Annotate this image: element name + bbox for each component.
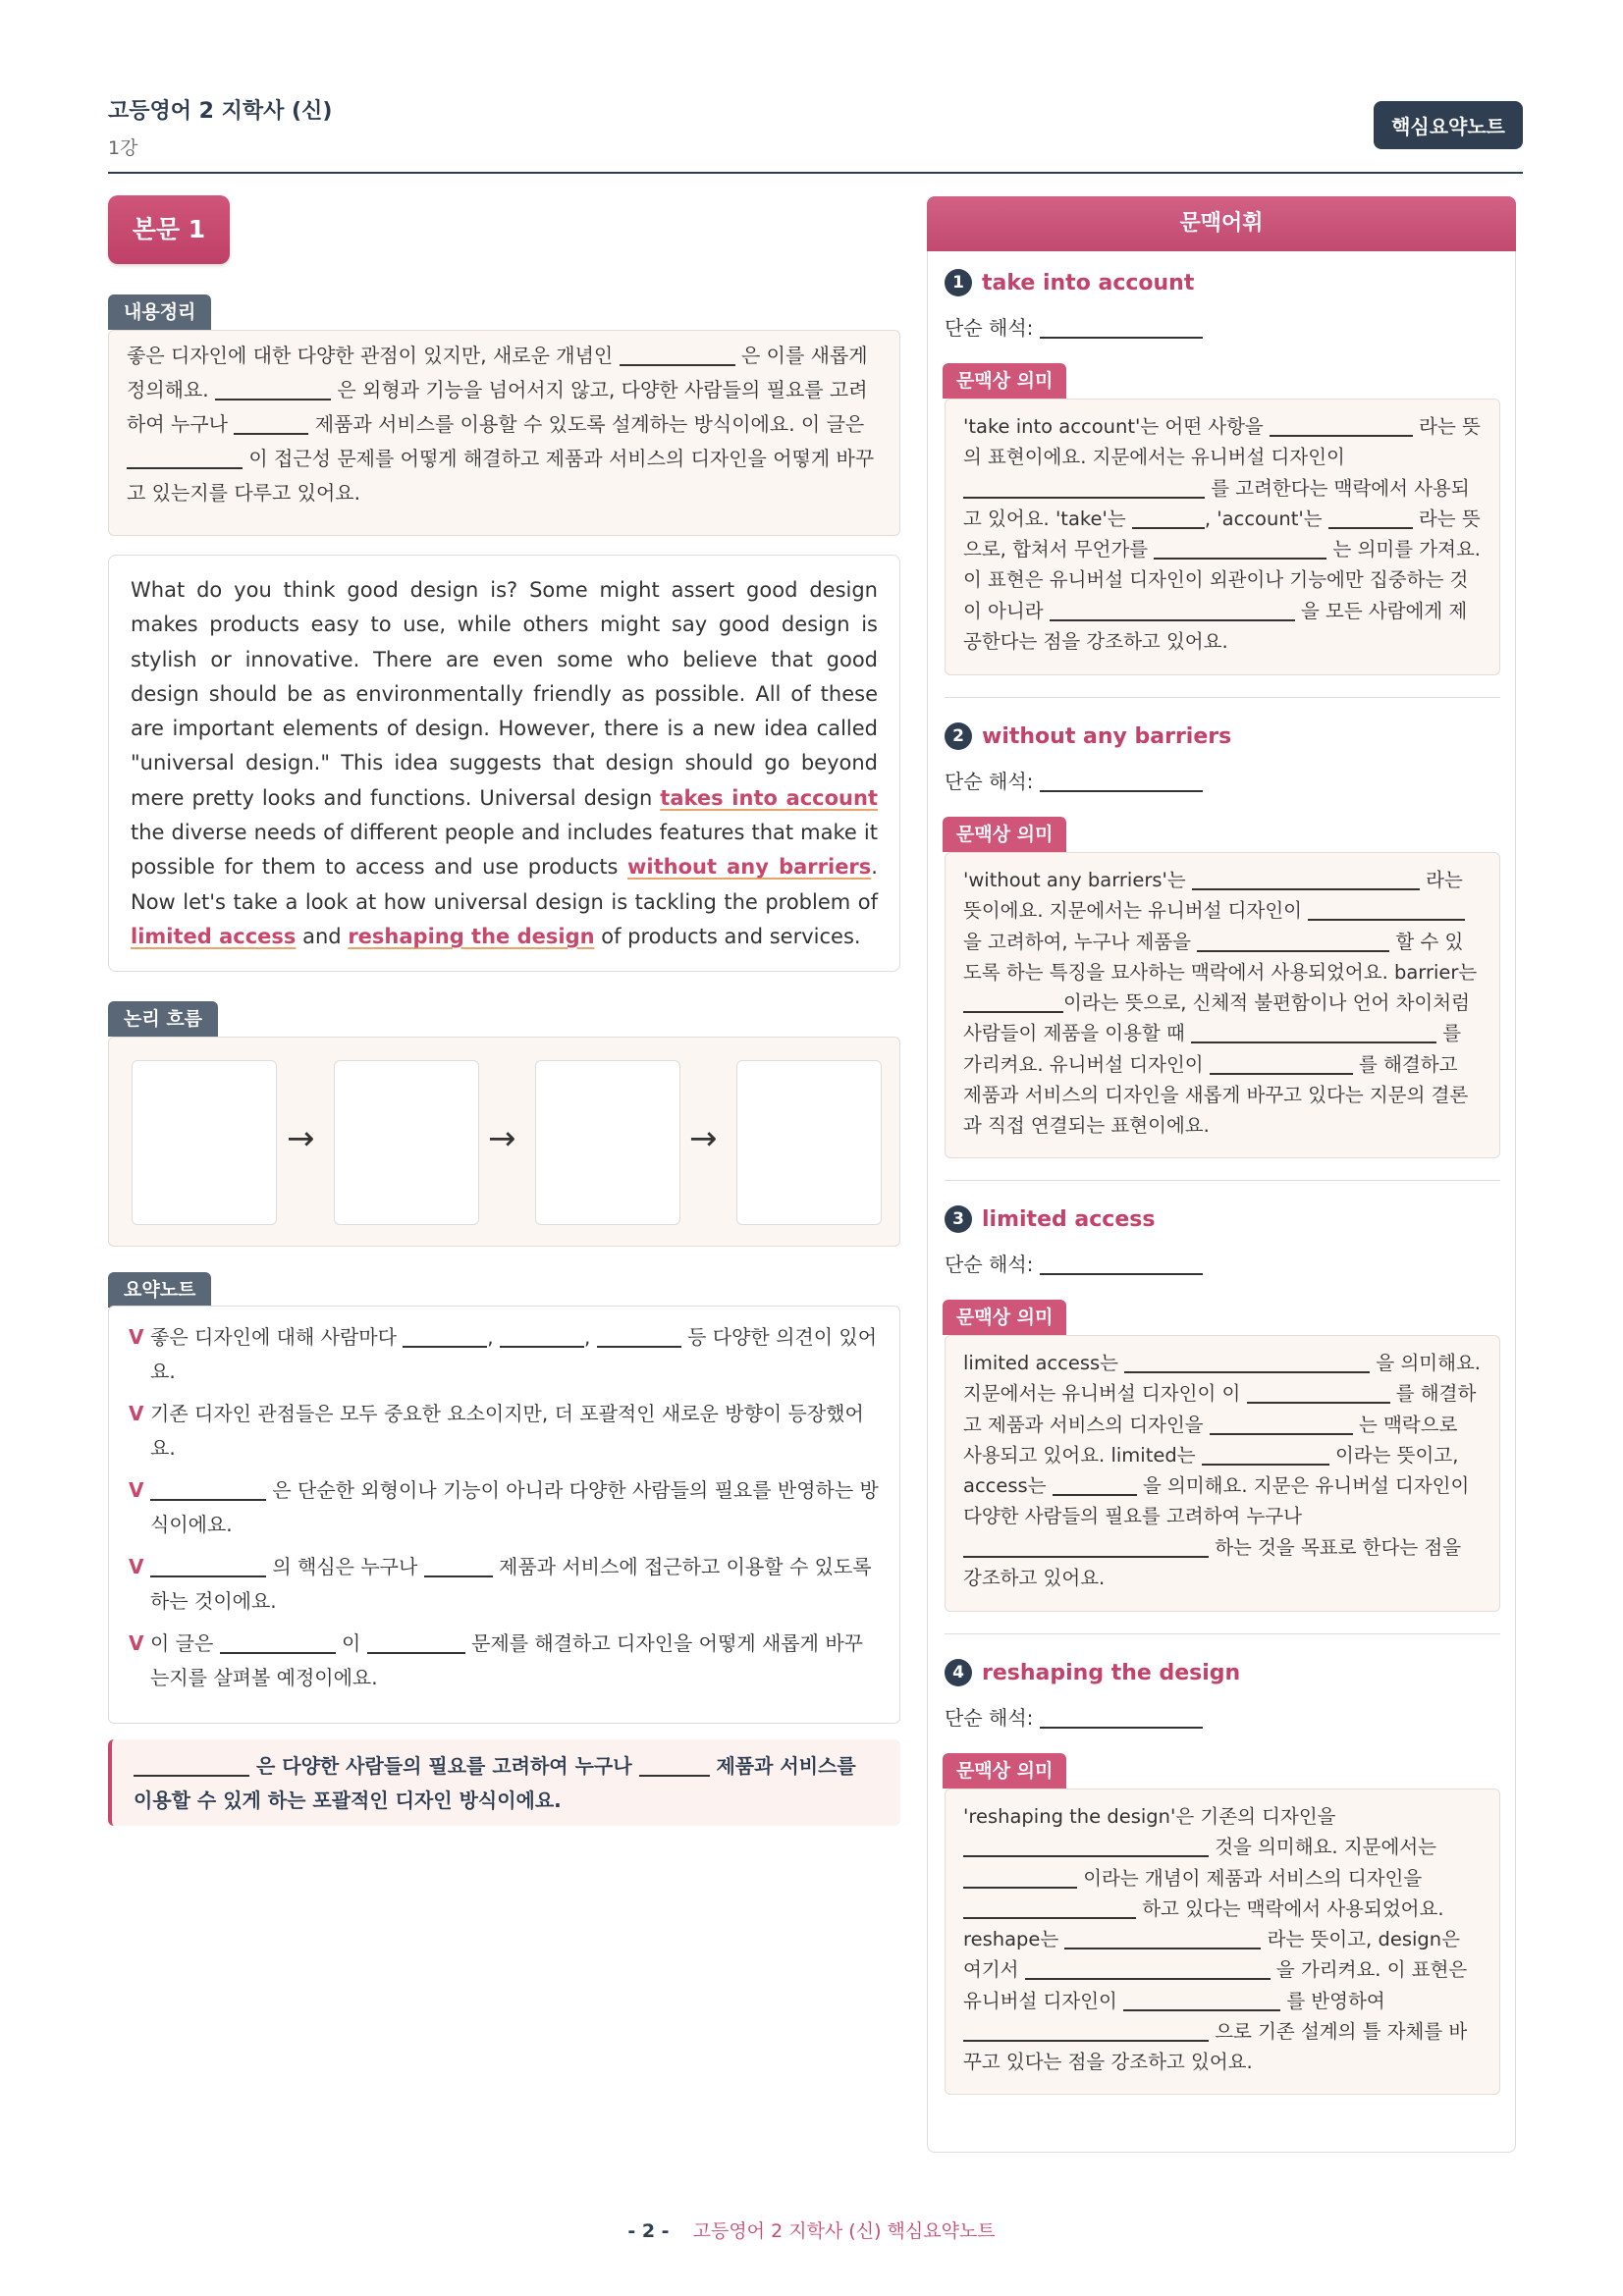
blank	[597, 1326, 681, 1348]
blank	[963, 1867, 1077, 1889]
summary-part: 좋은 디자인에 대한 다양한 관점이 있지만, 새로운 개념인	[127, 344, 614, 367]
page-footer	[0, 2216, 1623, 2243]
summary-part: 제품과 서비스를 이용할 수 있도록 설계하는 방식이에요. 이 글은	[314, 412, 865, 436]
conclusion-box	[108, 1739, 900, 1826]
passage-text: What do you think good design is? Some might assert good design makes products easy to use, while others might say good design is stylish or innovative. There are even some who believe that good design should be as environmentally friendly as possible. All of these are important elements of design. However, there is a new idea called "universal design." This idea suggests that design should go beyond mere pretty looks and functions. Universal design	[131, 578, 878, 810]
blank	[1040, 317, 1203, 339]
blank	[1040, 771, 1203, 792]
context-meaning-box: 'without any barriers'는 라는 뜻이에요. 지문에서는 유니버설 디자인이 을 고려하여, 누구나 제품을 할 수 있도록 하는 특징을 묘사하는 맥락에서 사용되었어요. barrier는 이라는 뜻으로, 신체적 불편함이나 언어 차이처럼 사람들이 제품을 이용할 때 를 가리켜요. 유니버설 디자인이 를 해결하고 제품과 서비스의 디자인을 새롭게 바꾸고 있다는 지문의 결론과 직접 연결되는 표현이에요.	[945, 852, 1500, 1158]
blank	[620, 345, 735, 366]
logic-flow-label: 논리 흐름	[108, 1001, 218, 1037]
simple-meaning: 단순 해석:	[945, 1702, 1203, 1731]
summary-part: 이 접근성 문제를 어떻게 해결하고 제품과 서비스의 디자인을 어떻게 바꾸고 있는지를 다루고 있어요.	[127, 447, 875, 505]
note-item: V 은 단순한 외형이나 기능이 아니라 다양한 사람들의 필요를 반영하는 방식이에요.	[129, 1473, 880, 1542]
blank	[1308, 900, 1465, 922]
context-meaning-label: 문맥상 의미	[943, 1753, 1066, 1789]
flow-step-3	[535, 1060, 680, 1225]
passage-text: and	[302, 924, 342, 948]
passage-text: of products and services.	[601, 924, 861, 948]
blank	[1328, 507, 1413, 529]
context-meaning-box: 'take into account'는 어떤 사항을 라는 뜻의 표현이에요. 지문에서는 유니버설 디자인이 를 고려한다는 맥락에서 사용되고 있어요. 'take'는 , 'account'는 라는 뜻으로, 합쳐서 무언가를 는 의미를 가져요. 이 표현은 유니버설 디자인이 외관이나 기능에만 집중하는 것이 아니라 을 모든 사람에게 제공한다는 점을 강조하고 있어요.	[945, 399, 1500, 675]
context-meaning-label: 문맥상 의미	[943, 817, 1066, 852]
blank	[1197, 931, 1389, 952]
context-meaning-box: limited access는 을 의미해요. 지문에서는 유니버설 디자인이 이 를 해결하고 제품과 서비스의 디자인을 는 맥락으로 사용되고 있어요. limited는 이라는 뜻이고, access는 을 의미해요. 지문은 유니버설 디자인이 다양한 사람들의 필요를 고려하여 누구나 하는 것을 목표로 한다는 점을 강조하고 있어요.	[945, 1335, 1500, 1612]
summary-notes-box	[108, 1306, 900, 1724]
vocab-item-title: 1 take into account	[945, 269, 1194, 296]
vocab-item-title: 2 without any barriers	[945, 722, 1231, 750]
doc-title: 고등영어 2 지학사 (신)	[108, 99, 333, 124]
note-item: V 이 글은 이 문제를 해결하고 디자인을 어떻게 새롭게 바꾸는지를 살펴볼 예정이에요.	[129, 1627, 880, 1695]
blank	[150, 1556, 266, 1577]
flow-step-1	[132, 1060, 277, 1225]
divider	[945, 697, 1500, 698]
blank	[234, 413, 308, 435]
blank	[367, 1632, 465, 1654]
note-item: V 좋은 디자인에 대해 사람마다 , , 등 다양한 의견이 있어요.	[129, 1320, 880, 1389]
flow-step-4	[736, 1060, 882, 1225]
vocab-item-title: 4 reshaping the design	[945, 1659, 1240, 1686]
blank	[1210, 1053, 1353, 1075]
simple-meaning: 단순 해석:	[945, 1249, 1203, 1277]
divider	[945, 1180, 1500, 1181]
blank	[1025, 1959, 1271, 1981]
check-icon: V	[129, 1402, 144, 1425]
blank	[1123, 1990, 1280, 2011]
summary-part: 은 이를 새롭게 정의해요.	[127, 344, 868, 401]
summary-part: 은 외형과 기능을 넘어서지 않고, 다양한 사람들의 필요를 고려하여 누구나	[127, 378, 868, 436]
blank	[1124, 1353, 1370, 1374]
blank	[963, 2021, 1209, 2043]
divider	[945, 1633, 1500, 1634]
number-badge: 3	[945, 1205, 972, 1233]
passage-text: the diverse needs of different people and includes features that make it possible for them to access and use products	[131, 821, 878, 880]
check-icon: V	[129, 1325, 144, 1349]
content-summary-label: 내용정리	[108, 294, 211, 330]
blank	[1064, 1929, 1261, 1950]
context-meaning-label: 문맥상 의미	[943, 1300, 1066, 1335]
blank	[220, 1632, 336, 1654]
blank	[1270, 416, 1413, 438]
blank	[1050, 600, 1295, 621]
blank	[1154, 539, 1326, 561]
blank	[500, 1326, 584, 1348]
blank	[963, 1897, 1136, 1919]
lesson-label: 1강	[108, 137, 138, 159]
blank	[215, 379, 331, 400]
blank	[963, 477, 1205, 499]
flow-step-2	[334, 1060, 479, 1225]
main-text-tab: 본문 1	[108, 195, 230, 264]
number-badge: 1	[945, 269, 972, 296]
blank	[1247, 1383, 1390, 1405]
vocab-item-title: 3 limited access	[945, 1205, 1155, 1233]
blank	[1040, 1707, 1203, 1729]
highlight-without-any-barriers: without any barriers	[627, 855, 872, 880]
note-item: V 기존 디자인 관점들은 모두 중요한 요소이지만, 더 포괄적인 새로운 방향이 등장했어요.	[129, 1397, 880, 1466]
blank	[134, 1755, 249, 1777]
header-rule	[108, 172, 1523, 174]
page-number: - 2 -	[627, 2220, 670, 2242]
blank	[150, 1479, 266, 1501]
arrow-icon: →	[488, 1119, 516, 1158]
blank	[1053, 1475, 1137, 1497]
blank	[424, 1556, 493, 1577]
blank	[1202, 1444, 1329, 1466]
note-item: V 의 핵심은 누구나 제품과 서비스에 접근하고 이용할 수 있도록 하는 것이에요.	[129, 1550, 880, 1619]
blank	[1132, 507, 1205, 529]
blank	[403, 1326, 487, 1348]
context-meaning-label: 문맥상 의미	[943, 363, 1066, 399]
blank	[1210, 1414, 1353, 1435]
check-icon: V	[129, 1555, 144, 1578]
number-badge: 4	[945, 1659, 972, 1686]
simple-meaning: 단순 해석:	[945, 766, 1203, 794]
conclusion-text: 은 다양한 사람들의 필요를 고려하여 누구나	[255, 1754, 632, 1778]
blank	[963, 992, 1063, 1014]
context-meaning-box: 'reshaping the design'은 기존의 디자인을 것을 의미해요. 지문에서는 이라는 개념이 제품과 서비스의 디자인을 하고 있다는 맥락에서 사용되었어요. reshape는 라는 뜻이고, design은 여기서 을 가리켜요. 이 표현은 유니버설 디자인이 를 반영하여 으로 기존 설계의 틀 자체를 바꾸고 있다는 점을 강조하고 있어요.	[945, 1789, 1500, 2095]
check-icon: V	[129, 1631, 144, 1655]
arrow-icon: →	[689, 1119, 718, 1158]
check-icon: V	[129, 1478, 144, 1502]
vocab-panel-title: 문맥어휘	[927, 196, 1516, 251]
conclusion-text: 제품과 서비스를 이용할 수 있게 하는 포괄적인 디자인 방식이에요.	[134, 1754, 856, 1812]
summary-notes-label: 요약노트	[108, 1272, 211, 1308]
highlight-reshaping-the-design: reshaping the design	[348, 924, 595, 948]
simple-meaning: 단순 해석:	[945, 312, 1203, 341]
blank	[963, 1536, 1209, 1558]
arrow-icon: →	[287, 1119, 315, 1158]
highlight-limited-access: limited access	[131, 924, 297, 948]
blank	[963, 1837, 1209, 1858]
blank	[1040, 1254, 1203, 1275]
passage-text: . Now let's take a look at how universal design is tackling the problem of	[131, 855, 878, 914]
footer-title: 고등영어 2 지학사 (신) 핵심요약노트	[692, 2220, 996, 2242]
number-badge: 2	[945, 722, 972, 750]
summary-note-badge: 핵심요약노트	[1374, 101, 1523, 149]
blank	[1191, 1023, 1436, 1044]
blank	[1192, 870, 1420, 891]
highlight-take-into-account: takes into account	[660, 785, 878, 810]
passage-box	[108, 555, 900, 972]
blank	[127, 448, 243, 469]
content-summary-box	[108, 330, 900, 536]
blank	[639, 1755, 710, 1777]
